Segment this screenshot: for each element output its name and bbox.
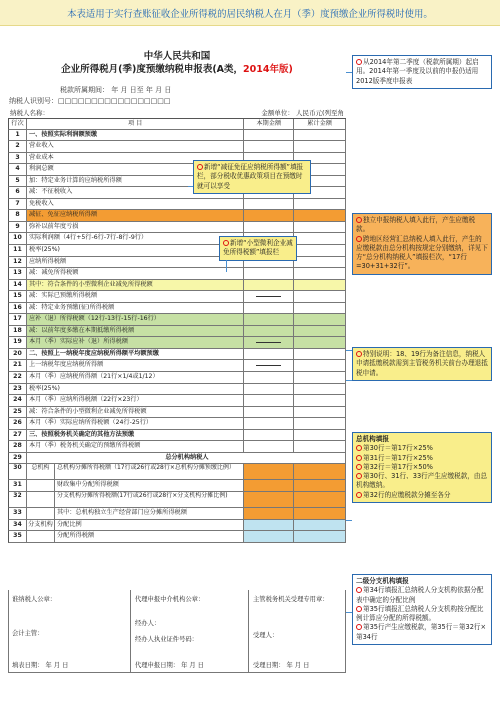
table-row: [8, 280, 346, 292]
row-label: [27, 492, 244, 507]
note-special: 特别说明：18、19行为备注信息，纳税人申请抵缴税款需到主管税务机关前台办理退抵税申请。: [352, 347, 492, 381]
connector: [346, 380, 352, 381]
branch-table-row: [8, 492, 346, 508]
row-label: [27, 531, 244, 542]
group-label: 总机构: [27, 464, 55, 479]
connector: [226, 260, 227, 272]
table-row: [8, 360, 346, 372]
row-label: 减：特定业务预缴(征)所得税额: [27, 303, 244, 314]
fill-date-label: 填表日期： 年 月 日: [12, 662, 69, 669]
current-amount-cell[interactable]: [244, 531, 294, 542]
cumulative-amount-cell[interactable]: [294, 492, 346, 507]
connector: [346, 520, 352, 521]
table-row: [8, 268, 346, 280]
cumulative-amount-cell[interactable]: [294, 372, 346, 383]
current-amount-cell[interactable]: [244, 407, 294, 418]
note-exemption-row: 新增“减征免征应纳税所得额”填报栏，部分税收优惠政策项目在预缴时就可以享受: [193, 160, 311, 194]
row-number: 2: [9, 141, 27, 152]
current-amount-cell[interactable]: [244, 130, 294, 141]
table-row: [8, 199, 346, 211]
cumulative-amount-cell[interactable]: [294, 480, 346, 491]
row-label: 减：实际已预缴所得税额: [27, 291, 244, 302]
table-row: [8, 418, 346, 430]
cumulative-amount-cell[interactable]: [294, 130, 346, 141]
table-row: [8, 395, 346, 407]
row-label: 减征、免征应纳税所得额: [27, 210, 244, 221]
instruction-banner: 本表适用于实行查账征收企业所得税的居民纳税人在月（季）度预缴企业所得税时使用。: [0, 0, 500, 26]
row-label: [27, 520, 244, 531]
row-number: 19: [9, 337, 27, 348]
row-number: 5: [9, 176, 27, 187]
row-label: 减：不征税收入: [27, 187, 244, 198]
branch-table-row: [8, 531, 346, 543]
current-amount-cell[interactable]: [244, 372, 294, 383]
cumulative-amount-cell[interactable]: [294, 531, 346, 542]
form-title-country: 中华人民共和国: [143, 51, 211, 62]
row-number: 23: [9, 384, 27, 395]
row-label: 营业成本: [27, 153, 244, 164]
current-amount-cell[interactable]: [244, 384, 294, 395]
row-label: 税率(25%): [27, 245, 244, 256]
table-row: [8, 372, 346, 384]
row-number: 35: [9, 531, 27, 542]
connector: [346, 72, 352, 73]
connector: [188, 186, 193, 187]
header-cumulative: 累计金额: [294, 119, 346, 129]
row-label: 弥补以前年度亏损: [27, 222, 244, 233]
current-amount-cell[interactable]: [244, 492, 294, 507]
table-row: [8, 407, 346, 419]
accountant-label: 会计主管：: [12, 630, 44, 637]
row-number: 31: [9, 480, 27, 491]
connector: [346, 612, 352, 613]
header-row-no: 行次: [9, 119, 27, 129]
row-label: 二、按照上一纳税年度应纳税所得额平均额预缴: [27, 349, 244, 360]
table-row: [8, 430, 346, 442]
cumulative-amount-cell[interactable]: [294, 199, 346, 210]
current-amount-cell[interactable]: [244, 268, 294, 279]
cumulative-amount-cell[interactable]: [294, 508, 346, 519]
cumulative-amount-cell[interactable]: [294, 326, 346, 337]
cumulative-amount-cell[interactable]: [294, 210, 346, 221]
branch-table-row: [8, 464, 346, 480]
row-label: 减：以前年度多缴在本期抵缴所得税额: [27, 326, 244, 337]
tax-period: 税款所属期间： 年 月 日至 年 月 日: [60, 86, 172, 94]
row-number: 12: [9, 257, 27, 268]
row-label: 本月（季）实际应补（退）所得税额: [27, 337, 244, 348]
row-label: 营业收入: [27, 141, 244, 152]
row-number: 33: [9, 508, 27, 519]
cumulative-amount-cell[interactable]: [294, 441, 346, 452]
row-number: 20: [9, 349, 27, 360]
row-number: 21: [9, 360, 27, 371]
row-number: 6: [9, 187, 27, 198]
agent-seal-label: 代理申报中介机构公章：: [135, 596, 205, 603]
table-row: [8, 453, 346, 465]
row-label: 应补（退）所得税额（12行-13行-15行-16行）: [27, 314, 244, 325]
row-number: 27: [9, 430, 27, 441]
table-row: [8, 291, 346, 303]
row-label: 减：减免所得税额: [27, 268, 244, 279]
row-number: 4: [9, 164, 27, 175]
cumulative-amount-cell[interactable]: [294, 360, 346, 371]
handler-label: 经办人：: [135, 620, 161, 627]
receive-date-label: 受理日期： 年 月 日: [253, 662, 310, 669]
current-amount-cell[interactable]: [244, 303, 294, 314]
cumulative-amount-cell[interactable]: [294, 337, 346, 348]
receiver-label: 受理人：: [253, 632, 279, 639]
row-text: 财政集中分配所得税额: [56, 481, 119, 489]
row-number: 32: [9, 492, 27, 507]
current-amount-cell[interactable]: [244, 280, 294, 291]
cumulative-amount-cell[interactable]: [294, 395, 346, 406]
cumulative-amount-cell[interactable]: [294, 303, 346, 314]
current-amount-cell[interactable]: [244, 441, 294, 452]
cumulative-amount-cell[interactable]: [294, 280, 346, 291]
company-seal-label: 谁纳税人公章：: [12, 596, 57, 603]
signature-section: [8, 590, 346, 673]
current-amount-cell[interactable]: [244, 326, 294, 337]
current-amount-cell[interactable]: [244, 210, 294, 221]
row-label: 利润总额: [27, 164, 244, 175]
table-row: [8, 303, 346, 315]
branch-table-row: [8, 508, 346, 520]
row-number: 11: [9, 245, 27, 256]
note-small-enterprise: 新增“小型微利企业减免所得税额”填报栏: [219, 236, 297, 261]
header-item: 项 目: [27, 119, 244, 129]
current-amount-cell[interactable]: [244, 464, 294, 479]
cumulative-amount-cell[interactable]: [294, 222, 346, 233]
current-amount-cell[interactable]: [244, 480, 294, 491]
taxpayer-id: 纳税人识别号：□□□□□□□□□□□□□□□□□: [9, 97, 171, 105]
row-label: 一、按照实际利润额预缴: [27, 130, 244, 141]
cumulative-amount-cell[interactable]: [294, 464, 346, 479]
branch-table-row: [8, 480, 346, 492]
row-label: 免税收入: [27, 199, 244, 210]
cumulative-amount-cell[interactable]: [294, 291, 346, 302]
current-amount-cell[interactable]: [244, 430, 294, 441]
taxpayer-name: 纳税人名称：: [10, 109, 49, 117]
header-current: 本期金额: [244, 119, 294, 129]
table-row: [8, 314, 346, 326]
table-row: [8, 210, 346, 222]
form-version-year: 2014年版): [243, 64, 293, 75]
note-effective-date: 从2014年第二季度（税款所属期）起启用。2014年第一季度及以前的申报仍适用2012版季度申报表: [352, 55, 492, 89]
current-amount-cell[interactable]: [244, 222, 294, 233]
table-row: [8, 441, 346, 453]
row-text: 分配所得税额: [56, 532, 95, 540]
cumulative-amount-cell[interactable]: [294, 349, 346, 360]
current-amount-cell[interactable]: [244, 418, 294, 429]
row-text: 分支机构分摊所得税额(17行或26行或28行×分支机构分摊比例): [56, 491, 228, 499]
cumulative-amount-cell[interactable]: [294, 384, 346, 395]
row-text: 总机构分摊所得税额（17行或26行或28行×总机构分摊预缴比例）: [56, 464, 235, 472]
amount-unit: 金额单位： 人民币元(列至角: [261, 109, 344, 117]
cumulative-amount-cell[interactable]: [294, 141, 346, 152]
row-number: 24: [9, 395, 27, 406]
current-amount-cell[interactable]: [244, 337, 294, 348]
row-label: [27, 464, 244, 479]
table-header: [8, 118, 346, 130]
group-label: 分支机构: [27, 520, 55, 531]
row-number: 30: [9, 464, 27, 479]
row-number: 22: [9, 372, 27, 383]
row-number: 3: [9, 153, 27, 164]
row-number: 15: [9, 291, 27, 302]
table-row: [8, 384, 346, 396]
row-label: 总分机构纳税人: [27, 453, 346, 464]
group-label: [27, 480, 55, 491]
form-title: 企业所得税月(季)度预缴纳税申报表(A类，2014年版): [61, 64, 293, 75]
cumulative-amount-cell[interactable]: [294, 430, 346, 441]
current-amount-cell[interactable]: [244, 199, 294, 210]
row-label: [27, 480, 244, 491]
agent-date-label: 代理申报日期： 年 月 日: [135, 662, 204, 669]
cumulative-amount-cell[interactable]: [294, 257, 346, 268]
row-label: 本月（季）实际应纳所得税额（24行-25行）: [27, 418, 244, 429]
row-number: 26: [9, 418, 27, 429]
current-amount-cell[interactable]: [244, 360, 294, 371]
row-number: 18: [9, 326, 27, 337]
row-label: 本月（季）税务机关确定的预缴所得税额: [27, 441, 244, 452]
current-amount-cell[interactable]: [244, 314, 294, 325]
current-amount-cell[interactable]: [244, 520, 294, 531]
row-number: 1: [9, 130, 27, 141]
current-amount-cell[interactable]: [244, 395, 294, 406]
table-row: [8, 222, 346, 234]
note-payable-row: 独立申报纳税人填入此行，产生应缴税款。 跨地区经营汇总纳税人填入此行，产生的应缴税款由总分机构按规定分别缴纳，详见下方“总分机构纳税人”填报栏次，“17行=30+31+32行”。: [352, 213, 492, 275]
row-number: 25: [9, 407, 27, 418]
row-label: 加：特定业务计算的应纳税所得额: [27, 176, 244, 187]
row-number: 13: [9, 268, 27, 279]
group-label: [27, 508, 55, 519]
row-text: 其中：总机构独立生产经营部门应分摊所得税额: [56, 508, 187, 516]
branch-table-row: [8, 520, 346, 532]
table-row: [8, 349, 346, 361]
note-head-office: 总机构填报 第30行＝第17行×25% 第31行＝第17行×25% 第32行＝第17行×50% 第30行、31行、33行产生应缴税款，由总机构缴纳。 第32行的应缴税款分摊至各分: [352, 432, 492, 503]
cumulative-amount-cell[interactable]: [294, 233, 346, 244]
row-label: 税率(25%): [27, 384, 244, 395]
row-label: 本月（季）应纳所得税额（22行×23行）: [27, 395, 244, 406]
cumulative-amount-cell[interactable]: [294, 245, 346, 256]
row-label: [27, 508, 244, 519]
cumulative-amount-cell[interactable]: [294, 520, 346, 531]
row-label: 实际利润额（4行+5行-6行-7行-8行-9行）: [27, 233, 244, 244]
row-number: 34: [9, 520, 27, 531]
handler-cert-label: 经办人执业证件号码：: [135, 636, 198, 643]
cumulative-amount-cell[interactable]: [294, 407, 346, 418]
row-label: 上一纳税年度应纳税所得额: [27, 360, 244, 371]
cumulative-amount-cell[interactable]: [294, 314, 346, 325]
note-branch: 二级分支机构填报 第34行填报汇总纳税人分支机构依据分配表中确定的分配比例 第35行填报汇总纳税人分支机构按分配比例计算应分配的所得税额。 第35行产生应缴税款，第35行＝第32行×第34行: [352, 574, 492, 645]
row-number: 17: [9, 314, 27, 325]
current-amount-cell[interactable]: [244, 141, 294, 152]
row-label: 三、按照税务机关确定的其他方法预缴: [27, 430, 244, 441]
group-label: [27, 531, 55, 542]
cumulative-amount-cell[interactable]: [294, 268, 346, 279]
table-row: [8, 141, 346, 153]
cumulative-amount-cell[interactable]: [294, 418, 346, 429]
row-label: 应纳所得税额: [27, 257, 244, 268]
group-label: [27, 492, 55, 507]
row-number: 29: [9, 453, 27, 464]
tax-seal-label: 主管税务机关受理专用章：: [253, 596, 329, 603]
row-number: 8: [9, 210, 27, 221]
connector: [346, 350, 352, 351]
row-number: 28: [9, 441, 27, 452]
row-number: 9: [9, 222, 27, 233]
table-row: [8, 326, 346, 338]
row-label: 其中：符合条件的小型微利企业减免所得税额: [27, 280, 244, 291]
table-row: [8, 130, 346, 142]
table-row: [8, 337, 346, 349]
row-number: 10: [9, 233, 27, 244]
row-label: 本月（季）应纳税所得额（21行×1/4或1/12）: [27, 372, 244, 383]
row-number: 7: [9, 199, 27, 210]
row-label: 减：符合条件的小型微利企业减免所得税额: [27, 407, 244, 418]
row-number: 14: [9, 280, 27, 291]
row-text: 分配比例: [56, 520, 82, 528]
row-number: 16: [9, 303, 27, 314]
current-amount-cell[interactable]: [244, 508, 294, 519]
current-amount-cell[interactable]: [244, 291, 294, 302]
current-amount-cell[interactable]: [244, 349, 294, 360]
